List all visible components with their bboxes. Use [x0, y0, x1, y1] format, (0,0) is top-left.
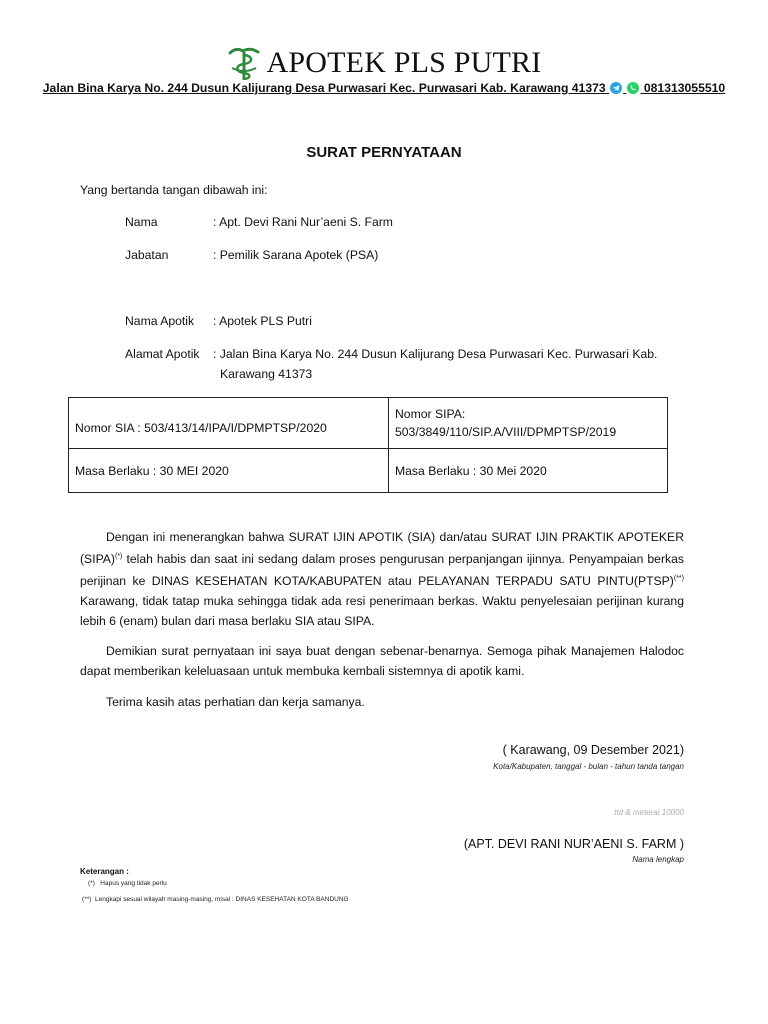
- signer-name-hint: Nama lengkap: [632, 855, 684, 864]
- field-value-alamat-apotik-line2: Karawang 41373: [220, 367, 313, 381]
- paragraph-statement-part3: Karawang, tidak tatap muka sehingga tidak ada resi penerimaan berkas. Waktu penyelesaian perijinan kurang lebih 6 (enam) bulan dari masa berlaku SIA atau SIPA.: [80, 594, 684, 629]
- sia-number-cell: [69, 398, 389, 449]
- signer-name: (APT. DEVI RANI NUR’AENI S. FARM ): [463, 837, 684, 851]
- sipa-number-cell: [389, 398, 668, 449]
- place-date-hint: Kota/Kabupaten, tanggal - bulan - tahun tanda tangan: [493, 762, 684, 771]
- phone-number: 081313055510: [643, 81, 726, 95]
- pharmacy-name: APOTEK PLS PUTRI: [266, 46, 542, 79]
- paragraph-closing: Demikian surat pernyataan ini saya buat dengan sebenar-benarnya. Semoga pihak Manajemen Halodoc dapat memberikan keleluasaan untuk membuka kembali sistemnya di apotik kami.: [80, 644, 684, 678]
- note-1-mark: (*): [88, 880, 95, 887]
- pharmacy-logo-icon: [227, 44, 261, 82]
- footnote-mark-2: (**): [673, 575, 684, 583]
- letterhead-address: [0, 81, 768, 97]
- field-label-alamat-apotik: Alamat Apotik: [125, 347, 200, 361]
- field-label-jabatan: Jabatan: [125, 248, 169, 262]
- paragraph-statement: [80, 527, 684, 631]
- paragraph-statement-part2: telah habis dan saat ini sedang dalam proses pengurusan perpanjangan ijinnya. Penyampaian berkas perijinan ke DINAS KESEHATAN KOTA/KABUPATEN atau PELAYANAN TERPADU SATU PINTU(PTSP): [80, 552, 684, 589]
- intro-text: Yang bertanda tangan dibawah ini:: [80, 183, 268, 197]
- table-row: [69, 449, 668, 493]
- letterhead: [0, 44, 768, 82]
- note-2: [82, 896, 349, 903]
- signature-stamp-hint: ttd & meterai 10000: [614, 808, 684, 817]
- paragraph-statement-part1: Dengan ini menerangkan bahwa SURAT IJIN APOTIK (SIA) dan/atau SURAT IJIN PRAKTIK APOTEKER (SIPA): [80, 530, 684, 567]
- field-label-nama-apotik: Nama Apotik: [125, 314, 195, 328]
- telegram-icon: [610, 82, 622, 97]
- field-value-nama-apotik: : Apotek PLS Putri: [213, 314, 312, 328]
- whatsapp-icon: [627, 82, 639, 97]
- table-row: [69, 398, 668, 449]
- note-1: [88, 880, 167, 887]
- sia-validity-cell: Masa Berlaku : 30 MEI 2020: [69, 449, 389, 493]
- footnote-mark-1: (*): [115, 553, 123, 560]
- field-value-nama: : Apt. Devi Rani Nur’aeni S. Farm: [213, 215, 393, 229]
- note-2-text: Lengkapi sesuai wilayah masing-masing, misal : DINAS KESEHATAN KOTA BANDUNG: [95, 896, 349, 903]
- sipa-label: Nomor SIPA:: [395, 407, 466, 421]
- license-table: [68, 397, 668, 493]
- field-value-jabatan: : Pemilik Sarana Apotek (PSA): [213, 248, 379, 262]
- place-date: ( Karawang, 09 Desember 2021): [502, 743, 684, 757]
- sipa-validity-cell: Masa Berlaku : 30 Mei 2020: [389, 449, 668, 493]
- field-value-alamat-apotik-line1: : Jalan Bina Karya No. 244 Dusun Kalijurang Desa Purwasari Kec. Purwasari Kab.: [213, 347, 658, 361]
- notes-title: Keterangan :: [80, 867, 129, 876]
- note-1-text: Hapus yang tidak perlu: [100, 880, 167, 887]
- field-label-nama: Nama: [125, 215, 158, 229]
- document-title: SURAT PERNYATAAN: [306, 144, 462, 161]
- address-text: Jalan Bina Karya No. 244 Dusun Kalijurang Desa Purwasari Kec. Purwasari Kab. Karawang 41373: [42, 81, 606, 95]
- sipa-number: 503/3849/110/SIP.A/VIII/DPMPTSP/2019: [395, 425, 617, 439]
- sia-number: Nomor SIA : 503/413/14/IPA/I/DPMPTSP/2020: [75, 421, 327, 435]
- paragraph-thanks: Terima kasih atas perhatian dan kerja samanya.: [106, 695, 365, 709]
- note-2-mark: (**): [82, 896, 92, 903]
